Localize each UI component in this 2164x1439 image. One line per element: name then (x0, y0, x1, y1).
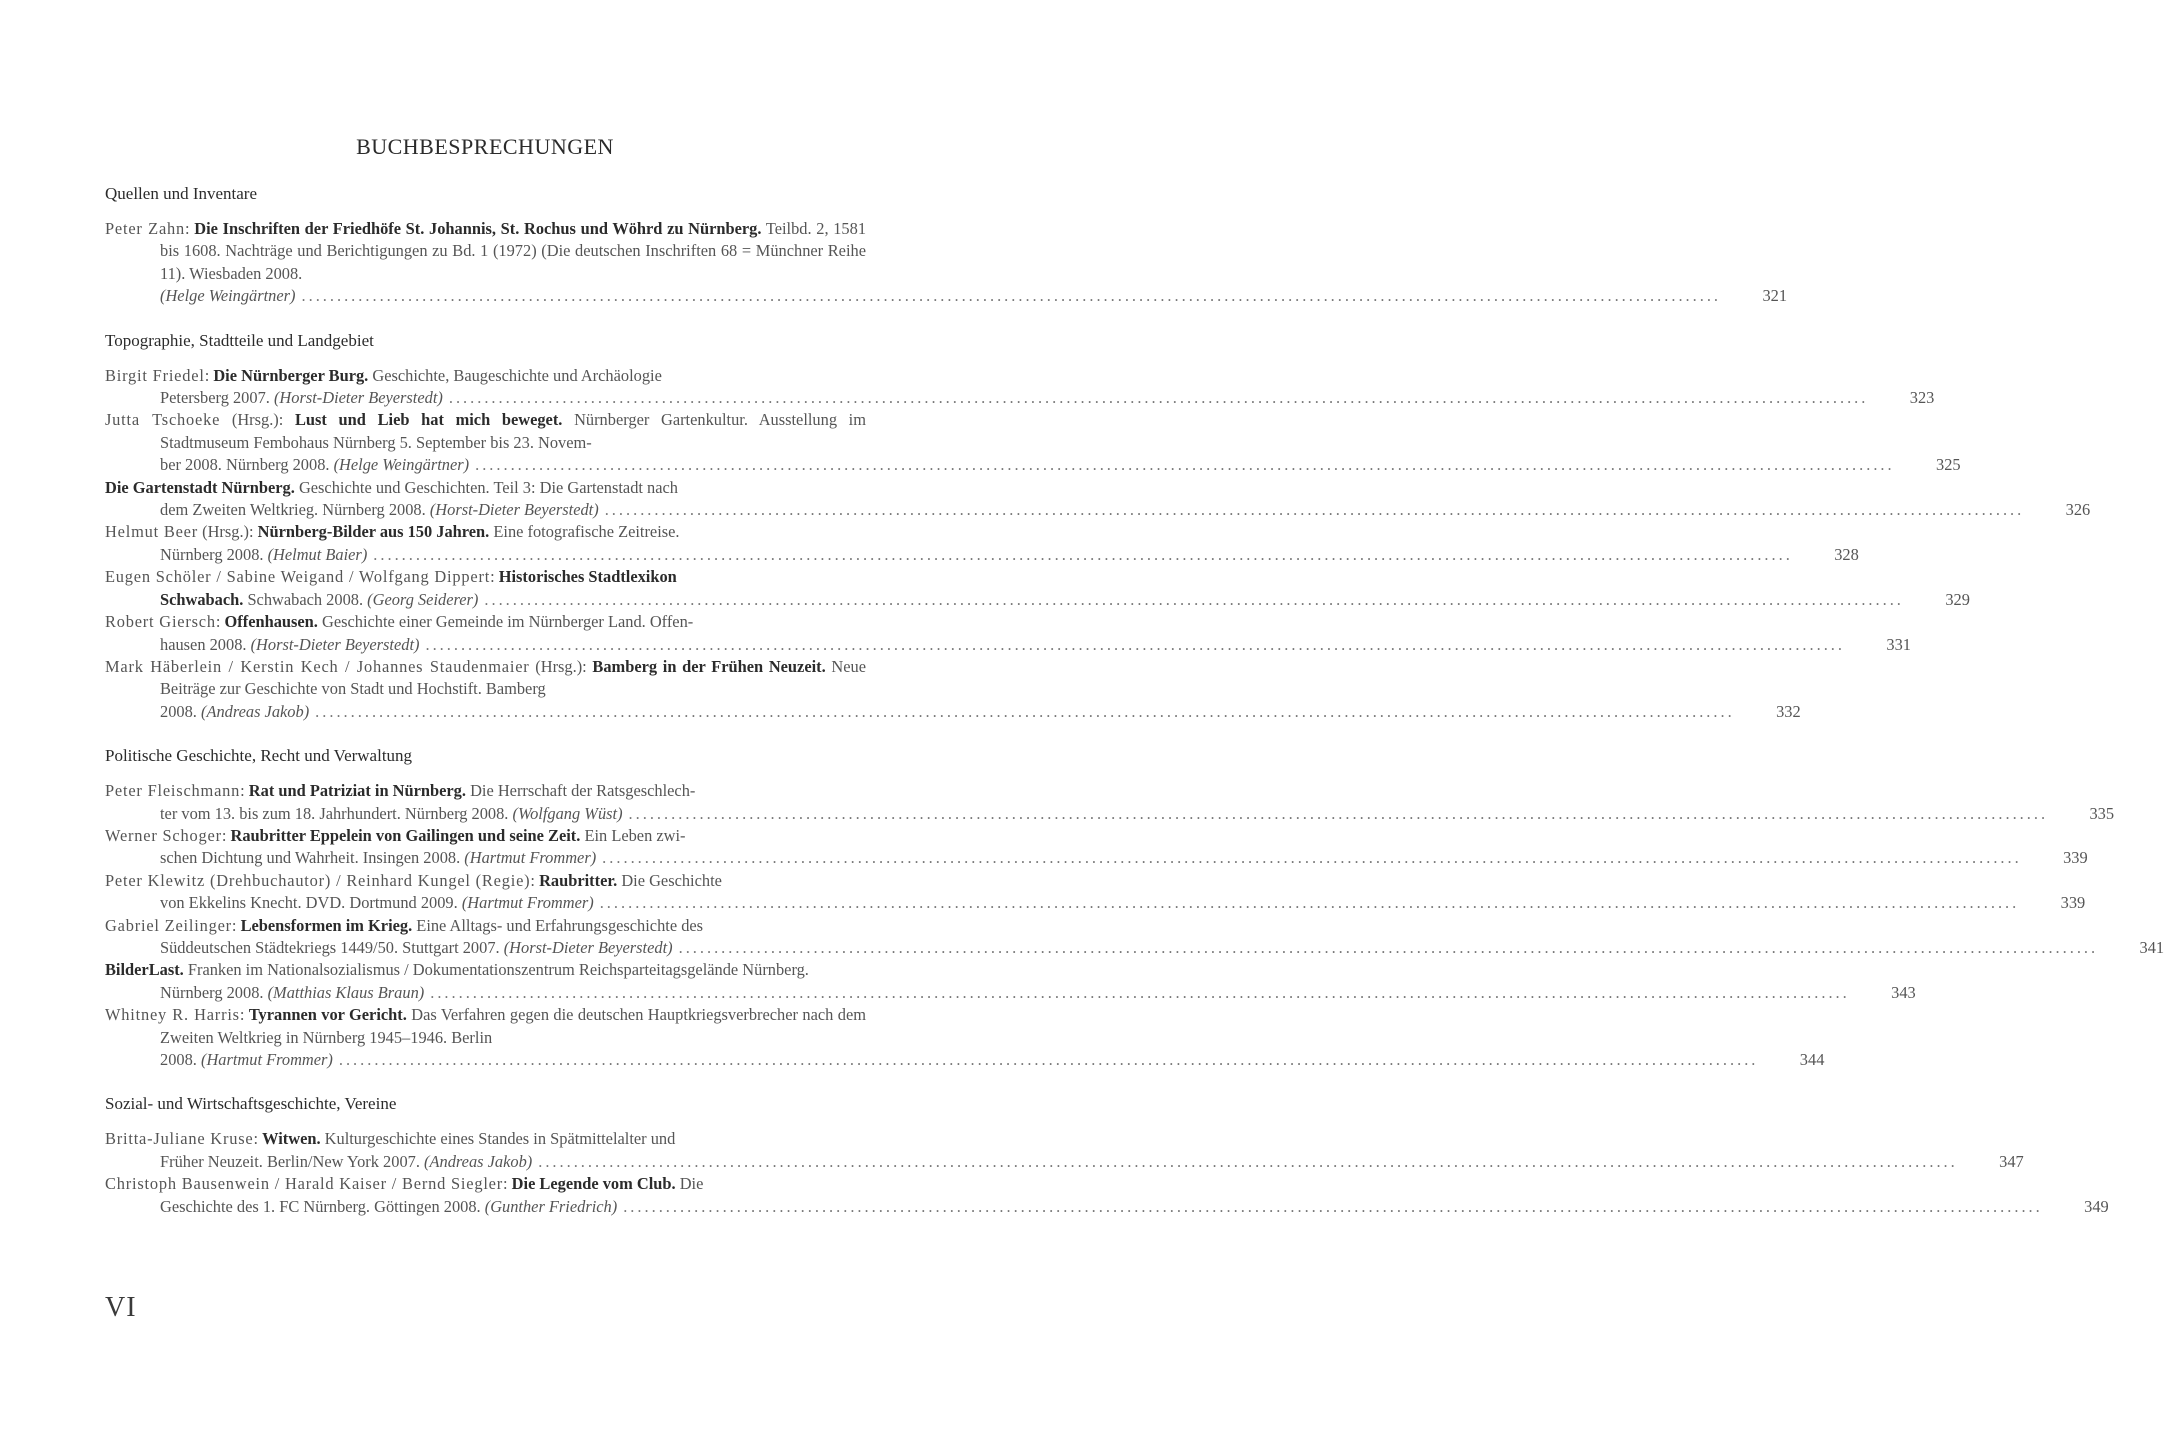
dot-leader: ........................................................................................................................................................................................................ (602, 848, 2022, 868)
entry-description: Geschichte einer Gemeinde im Nürnberger Land. Offen- (317, 612, 694, 632)
entry-last-text (160, 285, 296, 307)
entry-page-number: 349 (2084, 1196, 2109, 1216)
entry-page-number: 344 (1799, 1050, 1825, 1069)
entry-title-continued: Schwabach. (160, 589, 244, 609)
entry-separator: : (204, 365, 214, 385)
entry-last-text (160, 589, 478, 611)
toc-section (105, 1093, 2109, 1218)
entry-imprint: Süddeutschen Städtekriegs 1449/50. Stuttgart 2007. (160, 937, 504, 957)
entry-imprint: ter vom 13. bis zum 18. Jahrhundert. Nürnberg 2008. (160, 803, 513, 823)
entry-last-text (160, 634, 419, 656)
entry-author: Mark Häberlein / Kerstin Kech / Johannes Staudenmaier (105, 656, 530, 676)
entry-reviewer: (Horst-Dieter Beyerstedt) (273, 388, 443, 408)
dot-leader: ........................................................................................................................................................................................................ (448, 388, 1869, 408)
entry-title: Witwen. (262, 1129, 321, 1149)
entry-imprint: dem Zweiten Weltkrieg. Nürnberg 2008. (160, 500, 430, 520)
entry-imprint: ber 2008. Nürnberg 2008. (160, 455, 334, 475)
section-heading: Sozial- und Wirtschaftsgeschichte, Vereine (105, 1094, 397, 1114)
toc-entry (105, 1004, 1825, 1071)
entry-page-number: 329 (1945, 589, 1970, 609)
entry-last-text (160, 499, 599, 521)
dot-leader: ........................................................................................................................................................................................................ (628, 803, 2049, 823)
entry-reviewer: (Horst-Dieter Beyerstedt) (429, 500, 599, 520)
entry-last-line (160, 803, 2115, 825)
entry-description: Franken im Nationalsozialismus / Dokumentationszentrum Reichsparteitagsgelände Nürnberg. (183, 960, 809, 980)
entry-reviewer: (Gunther Friedrich) (484, 1196, 618, 1216)
entry-author: Helmut Beer (105, 522, 199, 542)
entry-separator: : (185, 219, 195, 238)
entry-separator: (Hrsg.): (198, 522, 258, 542)
entry-last-line (160, 892, 2086, 914)
entry-description: Die (675, 1174, 704, 1194)
entry-page-number: 326 (2065, 500, 2091, 520)
entry-reviewer: (Andreas Jakob) (200, 701, 310, 721)
entry-imprint: schen Dichtung und Wahrheit. Insingen 2008. (160, 848, 465, 868)
entry-separator: : (215, 612, 225, 632)
entry-page-number: 332 (1776, 701, 1801, 721)
entry-separator: : (221, 825, 231, 845)
entry-reviewer: (Andreas Jakob) (424, 1151, 533, 1171)
entry-last-line (160, 701, 1801, 723)
dot-leader: ........................................................................................................................................................................................................ (338, 1050, 1759, 1069)
dot-leader: ........................................................................................................................................................................................................ (301, 286, 1722, 306)
entry-author: Peter Klewitz (Drehbuchautor) / Reinhard Kungel (Regie) (105, 870, 531, 890)
entry-title: Bamberg in der Frühen Neuzeit. (592, 656, 826, 676)
section-heading: Politische Geschichte, Recht und Verwaltung (105, 746, 413, 766)
entry-reviewer: (Horst-Dieter Beyerstedt) (503, 937, 673, 957)
dot-leader: ........................................................................................................................................................................................................ (538, 1151, 1958, 1171)
toc-entry (105, 1128, 2024, 1173)
entry-author: Peter Zahn (105, 219, 186, 238)
entry-title: Die Inschriften der Friedhöfe St. Johannis, St. Rochus und Wöhrd zu Nürnberg. (194, 219, 762, 238)
entry-last-line (160, 847, 2088, 869)
entry-last-text (160, 847, 596, 869)
entry-imprint: von Ekkelins Knecht. DVD. Dortmund 2009. (160, 893, 462, 913)
entry-author: Werner Schoger (105, 825, 222, 845)
entry-page-number: 325 (1936, 455, 1961, 475)
entry-title: Nürnberg-Bilder aus 150 Jahren. (257, 522, 490, 542)
entry-last-line (160, 285, 1788, 307)
entry-last-line (160, 634, 1911, 656)
entry-page-number: 341 (2139, 937, 2164, 957)
page-folio: VI (105, 1292, 137, 1323)
section-heading: Quellen und Inventare (105, 184, 257, 203)
dot-leader: ........................................................................................................................................................................................................ (430, 982, 1850, 1002)
entry-page-number: 343 (1891, 982, 1916, 1002)
entry-page-number: 347 (1999, 1151, 2024, 1171)
entry-title: Die Legende vom Club. (511, 1174, 676, 1194)
dot-leader: ........................................................................................................................................................................................................ (484, 589, 1904, 609)
entry-page-number: 321 (1762, 286, 1788, 306)
entry-description: Geschichte, Baugeschichte und Archäologie (368, 365, 662, 385)
toc-section (105, 330, 2091, 724)
entry-title: Lust und Lieb hat mich beweget. (295, 410, 563, 430)
entry-last-line (160, 937, 2164, 959)
section-heading: Topographie, Stadtteile und Landgebiet (105, 330, 374, 350)
entry-reviewer: (Helmut Baier) (267, 544, 368, 564)
dot-leader: ........................................................................................................................................................................................................ (425, 634, 1845, 654)
entry-description: Geschichte und Geschichten. Teil 3: Die Gartenstadt nach (294, 477, 678, 497)
dot-leader: ........................................................................................................................................................................................................ (678, 937, 2099, 957)
toc-entry (105, 870, 2086, 915)
entry-body (105, 219, 866, 283)
entry-page-number: 335 (2089, 803, 2115, 823)
entry-last-line (160, 589, 1970, 611)
entry-description: Teilbd. 2, 1581 bis 1608. Nachträge und Berichtigungen zu Bd. 1 (1972) (Die deutschen Inschriften 68 = Münchner Reihe 11). Wiesbaden 2008. (160, 219, 867, 283)
entry-body (105, 916, 703, 935)
entry-imprint: Schwabach 2008. (243, 589, 368, 609)
entry-title: BilderLast. (105, 960, 184, 980)
entry-description: Ein Leben zwi- (580, 825, 686, 845)
entry-reviewer: (Hartmut Frommer) (461, 893, 594, 913)
entry-last-text (160, 982, 424, 1004)
entry-title: Raubritter Eppelein von Gailingen und seine Zeit. (230, 825, 581, 845)
entry-author: Peter Fleischmann (105, 781, 241, 801)
toc-entry (105, 1173, 2109, 1218)
entry-title: Die Gartenstadt Nürnberg. (105, 477, 295, 497)
entry-author: Britta-Juliane Kruse (105, 1129, 254, 1149)
toc-entry (105, 218, 1788, 308)
entry-separator: : (490, 567, 499, 587)
toc-entry (105, 959, 1916, 1004)
entry-separator: : (530, 870, 540, 890)
entry-imprint: Nürnberg 2008. (160, 982, 268, 1002)
toc-entry (105, 915, 2164, 960)
entry-last-text (160, 937, 673, 959)
entry-body (105, 1174, 703, 1193)
entry-imprint: hausen 2008. (160, 634, 251, 654)
entry-description: Die Geschichte (617, 870, 722, 890)
dot-leader: ........................................................................................................................................................................................................ (373, 544, 1793, 564)
entry-separator: : (503, 1174, 512, 1194)
entry-last-line (160, 1196, 2109, 1218)
page-title: BUCHBESPRECHUNGEN (356, 134, 614, 159)
entry-title: Historisches Stadtlexikon (498, 567, 677, 587)
entry-author: Birgit Friedel (105, 365, 205, 385)
entry-body (105, 522, 680, 541)
entry-author: Eugen Schöler / Sabine Weigand / Wolfgang Dippert (105, 567, 491, 587)
toc-section (105, 745, 2164, 1071)
entry-separator: : (240, 781, 249, 801)
dot-leader: ........................................................................................................................................................................................................ (599, 893, 2020, 913)
entry-title: Tyrannen vor Gericht. (248, 1005, 407, 1025)
entry-body (105, 871, 722, 890)
table-of-contents (105, 183, 2164, 1240)
entry-imprint: Früher Neuzeit. Berlin/New York 2007. (160, 1151, 425, 1171)
toc-entry (105, 521, 1859, 566)
entry-description: Eine Alltags- und Erfahrungsgeschichte des (412, 915, 704, 935)
entry-description: Die Herrschaft der Ratsgeschlech- (465, 781, 696, 801)
dot-leader: ........................................................................................................................................................................................................ (623, 1196, 2043, 1216)
entry-imprint: 2008. (160, 701, 201, 721)
entry-last-line (160, 982, 1916, 1004)
entry-description: Nürnberger Gartenkultur. Ausstellung im Stadtmuseum Fembohaus Nürnberg 5. September bis 23. Novem- (160, 410, 866, 452)
entry-title: Die Nürnberger Burg. (213, 365, 369, 385)
entry-description: Das Verfahren gegen die deutschen Hauptkriegsverbrecher nach dem Zweiten Weltkrieg in Nürnberg 1945–1946. Berlin (160, 1005, 866, 1047)
entry-body (105, 960, 809, 979)
toc-entry (105, 566, 1970, 611)
toc-entry (105, 780, 2115, 825)
entry-separator: : (253, 1129, 263, 1149)
entry-title: Lebensformen im Krieg. (240, 915, 413, 935)
entry-page-number: 328 (1834, 544, 1859, 564)
entry-reviewer: (Hartmut Frommer) (200, 1050, 333, 1069)
entry-title: Rat und Patriziat in Nürnberg. (248, 781, 466, 801)
entry-body (105, 612, 693, 631)
toc-entry (105, 477, 2091, 522)
entry-page-number: 339 (2060, 893, 2086, 913)
entry-reviewer: (Georg Seiderer) (367, 589, 479, 609)
entry-imprint: 2008. (160, 1050, 201, 1069)
entry-reviewer: (Helge Weingärtner) (160, 286, 296, 306)
entry-body (105, 657, 866, 698)
entry-last-text (160, 454, 469, 476)
entry-author: Whitney R. Harris (105, 1005, 240, 1025)
entry-description: Neue Beiträge zur Geschichte von Stadt und Hochstift. Bamberg (160, 656, 866, 699)
entry-last-line (160, 454, 1961, 476)
entry-page-number: 339 (2063, 848, 2088, 868)
entry-last-line (160, 387, 1935, 409)
entry-imprint: Nürnberg 2008. (160, 544, 268, 564)
entry-last-text (160, 1049, 333, 1071)
entry-separator: : (231, 915, 241, 935)
entry-separator: : (239, 1005, 249, 1025)
entry-reviewer: (Hartmut Frommer) (464, 848, 597, 868)
entry-body (105, 567, 677, 586)
entry-body (105, 410, 866, 451)
entry-reviewer: (Horst-Dieter Beyerstedt) (250, 634, 420, 654)
entry-title: Raubritter. (539, 870, 618, 890)
entry-page-number: 331 (1886, 634, 1911, 654)
entry-imprint: Petersberg 2007. (160, 388, 274, 408)
entry-last-text (160, 892, 594, 914)
toc-entry (105, 365, 1935, 410)
entry-last-text (160, 544, 367, 566)
entry-author: Christoph Bausenwein / Harald Kaiser / Bernd Siegler (105, 1174, 504, 1194)
entry-separator: (Hrsg.): (529, 656, 593, 676)
entry-separator: (Hrsg.): (220, 410, 295, 430)
entry-author: Robert Giersch (105, 612, 216, 632)
entry-last-text (160, 1196, 617, 1218)
entry-body (105, 1129, 675, 1148)
entry-description: Eine fotografische Zeitreise. (489, 522, 680, 542)
entry-last-text (160, 1151, 532, 1173)
toc-section (105, 183, 1788, 308)
entry-imprint: Geschichte des 1. FC Nürnberg. Göttingen 2008. (160, 1196, 485, 1216)
entry-body (105, 478, 678, 497)
entry-description: Kulturgeschichte eines Standes in Spätmittelalter und (320, 1129, 676, 1149)
entry-last-line (160, 1049, 1825, 1071)
entry-reviewer: (Matthias Klaus Braun) (267, 982, 425, 1002)
toc-entry (105, 409, 1961, 476)
entry-reviewer: (Helge Weingärtner) (333, 455, 470, 475)
entry-last-line (160, 1151, 2024, 1173)
dot-leader: ........................................................................................................................................................................................................ (604, 500, 2025, 520)
entry-body (105, 1005, 866, 1046)
dot-leader: ........................................................................................................................................................................................................ (475, 455, 1895, 475)
entry-last-text (160, 701, 309, 723)
entry-last-text (160, 387, 443, 409)
entry-title: Offenhausen. (224, 612, 318, 632)
dot-leader: ........................................................................................................................................................................................................ (315, 701, 1735, 721)
entry-reviewer: (Wolfgang Wüst) (512, 803, 623, 823)
toc-entry (105, 611, 1911, 656)
toc-entry (105, 825, 2088, 870)
toc-entry (105, 656, 1801, 723)
entry-last-text (160, 803, 623, 825)
entry-last-line (160, 544, 1859, 566)
entry-author: Gabriel Zeilinger (105, 915, 232, 935)
entry-body (105, 781, 695, 800)
entry-body (105, 826, 686, 845)
entry-author: Jutta Tschoeke (105, 410, 221, 430)
entry-page-number: 323 (1909, 388, 1935, 408)
entry-last-line (160, 499, 2091, 521)
entry-body (105, 366, 662, 385)
